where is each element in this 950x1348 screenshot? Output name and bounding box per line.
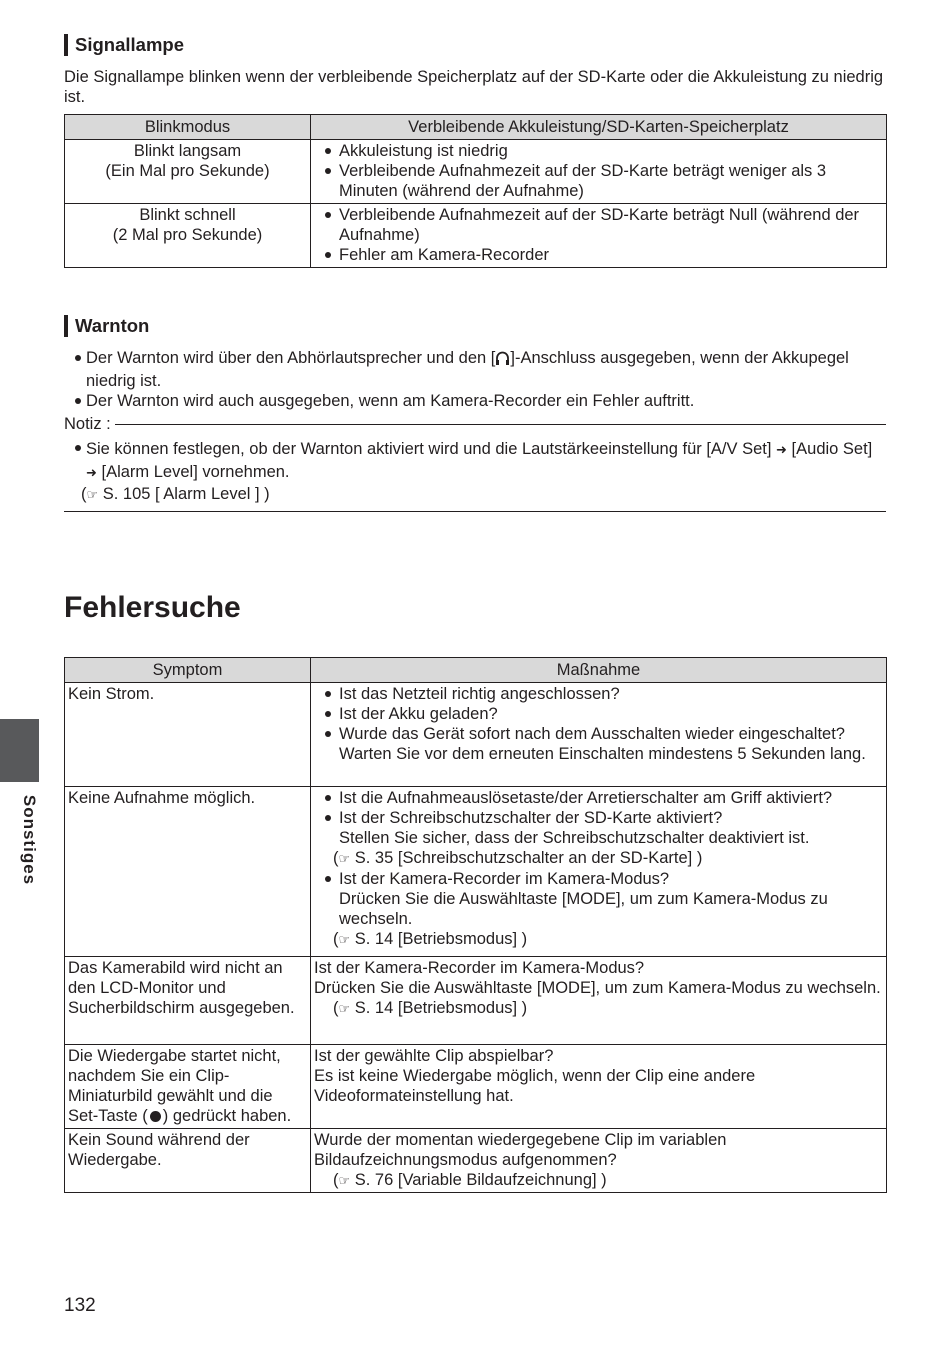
page-title: Fehlersuche (64, 591, 241, 624)
note-text-1: Sie können festlegen, ob der Warnton aktiviert wird und die Lautstärkeeinstellung für [A/V Set] (86, 440, 772, 458)
symptom-cell: Kein Strom. (65, 683, 311, 787)
warnton-bullet1-end: ]-Anschluss ausgegeben, wenn der Akkupegel niedrig ist. (86, 349, 849, 390)
symptom-cell (65, 1045, 311, 1129)
table-row (65, 1045, 887, 1129)
side-tab-marker (0, 719, 39, 782)
blink-mode-rate: (Ein Mal pro Sekunde) (105, 162, 270, 180)
arrow-right-icon: ➜ (776, 442, 787, 457)
remedy-cell (311, 1129, 887, 1193)
set-button-icon (150, 1111, 161, 1122)
list-item: Ist der Akku geladen? (314, 704, 883, 724)
list-item: Verbleibende Aufnahmezeit auf der SD-Karte beträgt Null (während der Aufnahme) (314, 205, 883, 245)
status-cell (311, 204, 887, 268)
header-symptom: Symptom (65, 658, 311, 683)
table-row (65, 1129, 887, 1193)
list-item: Akkuleistung ist niedrig (314, 141, 883, 161)
blink-mode-rate: (2 Mal pro Sekunde) (112, 226, 263, 244)
list-item: Der Warnton wird auch ausgegeben, wenn am Kamera-Recorder ein Fehler auftritt. (64, 391, 886, 411)
page-reference: (☞ S. 35 [Schreibschutzschalter an der SD-Karte] ) (333, 849, 703, 867)
remedy-question: Ist der Schreibschutzschalter der SD-Karte aktiviert? (339, 809, 723, 827)
header-akkuleistung: Verbleibende Akkuleistung/SD-Karten-Speicherplatz (311, 115, 887, 140)
header-massnahme: Maßnahme (311, 658, 887, 683)
heading-warnton: Warnton (64, 315, 149, 337)
note-list (64, 438, 886, 484)
pointing-hand-icon: ☞ (86, 487, 99, 502)
heading-signallampe: Signallampe (64, 34, 184, 56)
symptom-cell: Das Kamerabild wird nicht an den LCD-Monitor und Sucherbildschirm ausgegeben. (65, 957, 311, 1045)
table-row (65, 204, 887, 268)
remedy-instruction: Stellen Sie sicher, dass der Schreibschutzschalter deaktiviert ist. (339, 829, 810, 847)
table-row (65, 140, 887, 204)
warnton-bullet1-start: Der Warnton wird über den Abhörlautsprecher und den [ (86, 349, 496, 367)
list-item: Wurde das Gerät sofort nach dem Ausschalten wieder eingeschaltet? Warten Sie vor dem erneuten Einschalten mindestens 5 Sekunden lang. (314, 724, 883, 764)
note-text-2: [Audio Set] (791, 440, 873, 458)
remedy-cell (311, 683, 887, 787)
reference-text: S. 35 [Schreibschutzschalter an der SD-Karte] ) (354, 849, 703, 867)
reference-text: S. 14 [Betriebsmodus] ) (354, 999, 528, 1017)
blink-mode-name: Blinkt langsam (133, 142, 242, 160)
headphone-icon (495, 351, 510, 371)
list-item (64, 438, 886, 484)
table-row (65, 683, 887, 787)
symptom-cell: Keine Aufnahme möglich. (65, 787, 311, 957)
page-number: 132 (64, 1295, 96, 1316)
remedy-instruction: Es ist keine Wiedergabe möglich, wenn der Clip eine andere Videoformateinstellung hat. (314, 1067, 756, 1105)
list-item: Fehler am Kamera-Recorder (314, 245, 883, 265)
header-blinkmodus: Blinkmodus (65, 115, 311, 140)
page-reference: (☞ S. 14 [Betriebsmodus] ) (333, 930, 528, 948)
table-row (65, 957, 887, 1045)
reference-text: S. 14 [Betriebsmodus] ) (354, 930, 528, 948)
remedy-question: Ist der Kamera-Recorder im Kamera-Modus? (314, 959, 645, 977)
page-reference: (☞ S. 14 [Betriebsmodus] ) (333, 999, 528, 1017)
symptom-text-1: Die Wiedergabe startet nicht, nachdem Sie ein Clip-Miniaturbild gewählt und die Set-Taste ( (68, 1047, 281, 1125)
trouble-table-header (65, 658, 887, 683)
list-item (314, 869, 883, 929)
blink-mode-name: Blinkt schnell (139, 206, 236, 224)
status-cell (311, 140, 887, 204)
signal-table-header (65, 115, 887, 140)
note-label: Notiz : (64, 415, 111, 433)
remedy-cell (311, 957, 887, 1045)
pointing-hand-icon: ☞ (338, 932, 351, 947)
pointing-hand-icon: ☞ (338, 1001, 351, 1016)
pointing-hand-icon: ☞ (338, 1173, 351, 1188)
note-end-divider (64, 511, 886, 512)
troubleshooting-table (64, 657, 887, 1193)
remedy-cell (311, 1045, 887, 1129)
remedy-question: Ist der gewählte Clip abspielbar? (314, 1047, 554, 1065)
side-tab-label: Sonstiges (20, 794, 39, 886)
reference-text: S. 76 [Variable Bildaufzeichnung] ) (354, 1171, 607, 1189)
note-divider (115, 424, 886, 425)
page-reference: (☞ S. 76 [Variable Bildaufzeichnung] ) (333, 1171, 607, 1189)
note-header (64, 414, 886, 434)
remedy-question: Ist der Kamera-Recorder im Kamera-Modus? (339, 870, 670, 888)
table-row (65, 787, 887, 957)
list-item (64, 348, 886, 391)
list-item (314, 808, 883, 848)
blink-mode-cell (65, 140, 311, 204)
list-item: Verbleibende Aufnahmezeit auf der SD-Karte beträgt weniger als 3 Minuten (während der Aufnahme) (314, 161, 883, 201)
remedy-instruction: Drücken Sie die Auswähltaste [MODE], um zum Kamera-Modus zu wechseln. (314, 979, 881, 997)
list-item: Ist die Aufnahmeauslösetaste/der Arretierschalter am Griff aktiviert? (314, 788, 883, 808)
remedy-cell (311, 787, 887, 957)
list-item: Ist das Netzteil richtig angeschlossen? (314, 684, 883, 704)
signallampe-intro: Die Signallampe blinken wenn der verbleibende Speicherplatz auf der SD-Karte oder die Akkuleistung zu niedrig ist. (64, 68, 884, 106)
pointing-hand-icon: ☞ (338, 851, 351, 866)
blink-mode-cell (65, 204, 311, 268)
symptom-text-2: ) gedrückt haben. (162, 1107, 292, 1125)
note-text-3: [Alarm Level] vornehmen. (101, 463, 290, 481)
note-ref-text: S. 105 [ Alarm Level ] ) (102, 485, 270, 503)
note-reference: (☞ S. 105 [ Alarm Level ] ) (81, 485, 270, 503)
remedy-question: Wurde der momentan wiedergegebene Clip im variablen Bildaufzeichnungsmodus aufgenommen? (314, 1131, 727, 1169)
remedy-instruction: Drücken Sie die Auswähltaste [MODE], um zum Kamera-Modus zu wechseln. (339, 890, 828, 928)
arrow-right-icon: ➜ (86, 465, 97, 480)
signal-table (64, 114, 887, 268)
warnton-list (64, 348, 886, 411)
symptom-cell: Kein Sound während der Wiedergabe. (65, 1129, 311, 1193)
